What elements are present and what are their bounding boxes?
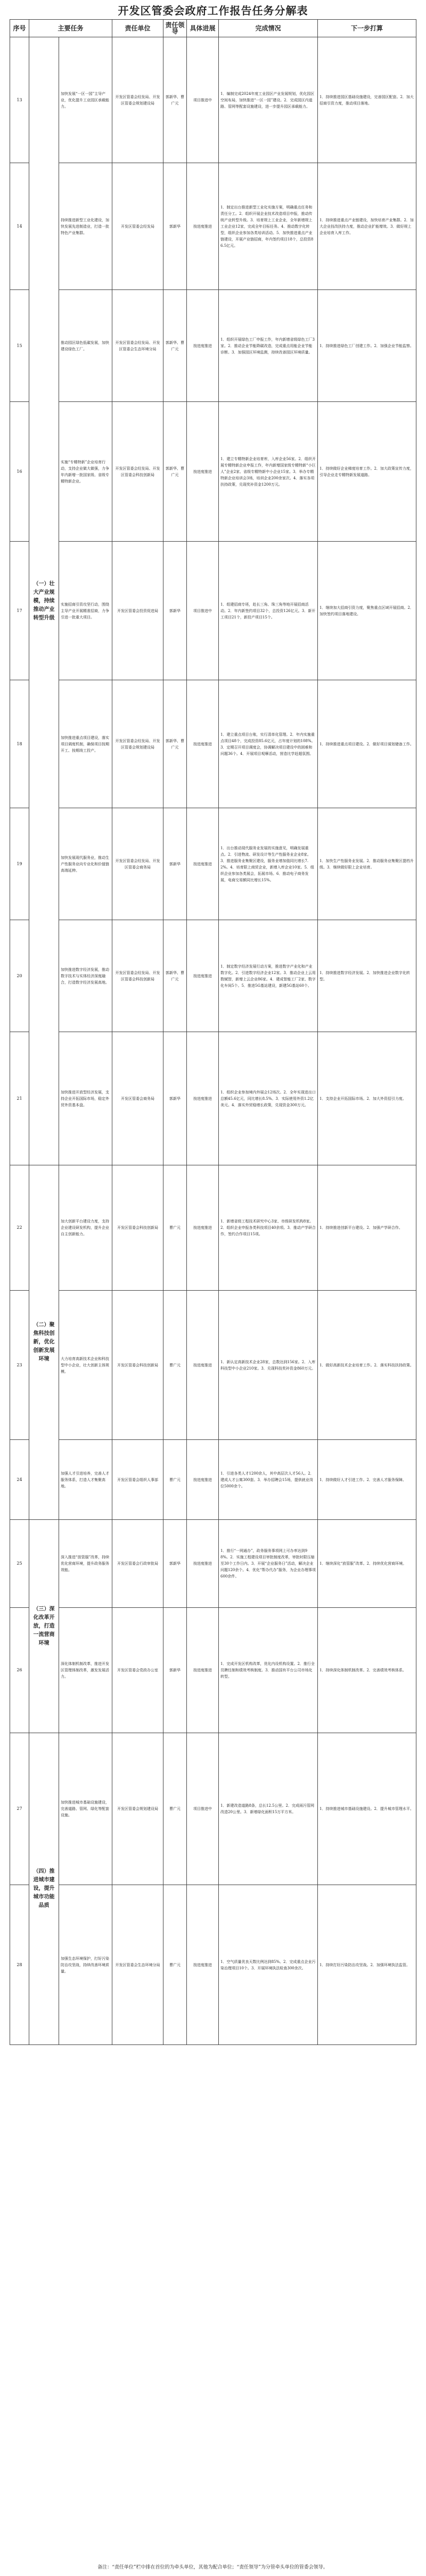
task-cell: 实施招商引资攻坚行动，围绕主导产业开展精准招商，力争引进一批重大项目。 [59,542,112,680]
status-cell: 按进度推进 [187,1440,219,1520]
table-row [10,680,416,808]
next-cell: 1．持续推进重点产业链建设，加快培育产业集群。2．加大企业技改扶持力度，推动企业扩能增效。3．做好规上企业培育入库工作。 [318,163,416,290]
leader-cell: 郭新华、曹广元 [163,920,187,1032]
unit-cell: 开发区管委会科技创新局 [112,1165,163,1291]
header-leader: 责任领导 [163,20,187,37]
footer-note: 备注：“责任单位”栏中排在首位的为牵头单位，其他为配合单位；“责任领导”为分管牵头单位的管委会领导。 [97,2565,328,2570]
category-label: （一）壮大产业规模，持续推动产业转型升级 [29,37,59,1165]
header-task: 主要任务 [29,20,112,37]
header-unit: 责任单位 [112,20,163,37]
next-cell: 1．持续推进绿色工厂创建工作。2．加强企业节能监察。 [318,290,416,402]
next-cell: 1．持续推进数字经济发展。2．加快推进企业数字化转型。 [318,920,416,1032]
next-cell: 1．继续加大招商引资力度，聚焦重点区域开展招商。2．加快签约项目落地建设。 [318,542,416,680]
task-cell: 加快推进重点项目建设，落实项目调度机制，确保项目按期开工、按期竣工投产。 [59,680,112,808]
task-cell: 加强人才引进培养，完善人才服务体系，打造人才集聚高地。 [59,1440,112,1520]
category-label: （三）深化改革开放，打造一流营商环境 [29,1520,59,1733]
next-cell: 1．继续深化“放管服”改革。2．持续优化营商环境。 [318,1520,416,1608]
leader-cell: 郭新华 [163,1608,187,1733]
status-cell: 项目推进中 [187,542,219,680]
table-row [10,402,416,542]
task-cell: 实施“专精特新”企业培育行动，支持企业做大做强，力争年内新增一批国家级、省级专精特新企业。 [59,402,112,542]
leader-cell: 曹广元 [163,1885,187,2045]
leader-cell: 郭新华 [163,808,187,920]
leader-cell: 郭新华、曹广元 [163,680,187,808]
table-row [10,1520,416,1608]
unit-cell: 开发区管委会商务局 [112,1032,163,1165]
unit-cell: 开发区管委会经发局 [112,163,163,290]
status-cell: 按进度推进 [187,1291,219,1440]
header-status: 具体进展 [187,20,219,37]
task-cell: 加强生态环境保护，打好污染防治攻坚战，持续改善环境质量。 [59,1885,112,2045]
table-row [10,808,416,920]
row-number: 25 [10,1520,29,1608]
row-number: 18 [10,680,29,808]
task-cell: 深入推进“放管服”改革，持续优化营商环境，提升政务服务效能。 [59,1520,112,1608]
progress-cell: 1．组建招商专班，赴长三角、珠三角等地开展招商活动。2．年内新签约项目32个，总投资126亿元。3．新开工项目21个，新投产项目15个。 [219,542,318,680]
task-table [10,19,416,2045]
unit-cell: 开发区管委会经发局、开发区管委会规划建设局 [112,37,163,163]
unit-cell: 开发区管委会经发局、开发区管委会科技创新局 [112,920,163,1032]
row-number: 22 [10,1165,29,1291]
next-cell: 1．持续推进城市基础设施建设。2．提升城市管理水平。 [318,1733,416,1885]
unit-cell: 开发区管委会组织人事部 [112,1440,163,1520]
unit-cell: 开发区管委会经发局、开发区管委会生态环境分局 [112,290,163,402]
unit-cell: 开发区管委会经发局、开发区管委会规划建设局 [112,680,163,808]
leader-cell: 曹广元 [163,1165,187,1291]
row-number: 19 [10,808,29,920]
category-label: （四）推进城市建设，提升城市功能品质 [29,1733,59,2045]
task-cell: 加快推进城市基础设施建设，完善道路、管网、绿化等配套设施。 [59,1733,112,1885]
row-number: 21 [10,1032,29,1165]
unit-cell: 开发区管委会规划建设局 [112,1733,163,1885]
progress-cell: 1．制定出台推进新型工业化实施方案，明确重点任务和责任分工。2．组织开展企业技术改造项目申报，推动传统产业转型升级。3．培育规上工业企业，全年新增规上工业企业12家，完成全年目标任务。4．推动数字化转型，组织企业参加各类培训活动。5．加快推进重点产业链建设，开展产业链招商，年内签约项目18个，总投资86.5亿元。 [219,163,318,290]
table-row [10,1032,416,1165]
unit-cell: 开发区管委会行政审批局 [112,1520,163,1608]
table-row [10,1165,416,1291]
row-number: 13 [10,37,29,163]
task-cell: 持续推进新型工业化建设，加快发展先进制造业，打造一批特色产业集群。 [59,163,112,290]
status-cell: 按进度推进 [187,402,219,542]
progress-cell: 1．新建改造道路8条，总长12.5公里。2．完成雨污管网改造20公里。3．新增绿化面积15万平方米。 [219,1733,318,1885]
next-cell: 1．持续打好污染防治攻坚战。2．加强环境执法监管。 [318,1885,416,2045]
header-row [10,20,416,37]
leader-cell: 郭新华、曹广元 [163,402,187,542]
page-title: 开发区管委会政府工作报告任务分解表 [118,4,308,17]
table-row [10,920,416,1032]
row-number: 26 [10,1608,29,1733]
progress-cell: 1．建立重点项目台账，实行清单化管理。2．年内实施重点项目48个，完成投资85.6亿元，占年度计划的108%。3．定期召开项目调度会，协调解决项目建设中的困难和问题36个。4．开展项目观摩活动，营造比学赶超氛围。 [219,680,318,808]
progress-cell: 1．制定数字经济发展行动方案，推进数字产业化和产业数字化。2．引进数字经济企业12家。3．推动企业上云用数赋智，新增上云企业86家。4．建成智能工厂2家、数字化车间5个。5．推进5G基站建设，新建5G基站60个。 [219,920,318,1032]
table-row [10,1608,416,1733]
leader-cell: 郭新华、曹广元 [163,37,187,163]
row-number: 14 [10,163,29,290]
header-progress: 完成情况 [219,20,318,37]
row-number: 24 [10,1440,29,1520]
status-cell: 按进度推进 [187,920,219,1032]
next-cell: 1．持续推进创新平台建设。2．加强产学研合作。 [318,1165,416,1291]
progress-cell: 1．新认定高新技术企业28家，总数达到156家。2．入库科技型中小企业210家。3．兑现科技奖补资金860万元。 [219,1291,318,1440]
next-cell: 1．做好高新技术企业培育工作。2．落实科技扶持政策。 [318,1291,416,1440]
row-number: 20 [10,920,29,1032]
progress-cell: 1．推行“一网通办”，政务服务事项网上可办率达到98%。2．实施工程建设项目审批制度改革，审批时限压缩至30个工作日内。3．开展“企业服务日”活动，解决企业问题120余个。4．优化“帮办代办”服务，为企业办理事项600余件。 [219,1520,318,1608]
header-no: 序号 [10,20,29,37]
status-cell: 按进度推进 [187,1885,219,2045]
task-cell: 大力培育高新技术企业和科技型中小企业，壮大创新主体规模。 [59,1291,112,1440]
row-number: 15 [10,290,29,402]
task-cell: 加快发展现代服务业，推动生产性服务业向专业化和价值链高端延伸。 [59,808,112,920]
leader-cell: 郭新华 [163,1032,187,1165]
unit-cell: 开发区管委会科技创新局 [112,1291,163,1440]
status-cell: 按进度推进 [187,808,219,920]
next-cell: 1．支持企业开拓国际市场。2．加大外资招引力度。 [318,1032,416,1165]
leader-cell: 郭新华 [163,542,187,680]
progress-cell: 1．编制完成2024年度工业园区产业发展规划，优化园区空间布局，加快推进“一区一园”建设。2．完成园区内道路、管网等配套设施建设，进一步提升园区承载能力。 [219,37,318,163]
status-cell: 项目推进中 [187,37,219,163]
progress-cell: 1．引进各类人才1200余人，其中高层次人才56人。2．建成人才公寓300套。3．举办招聘会15场，提供就业岗位5000余个。 [219,1440,318,1520]
table-row [10,1733,416,1885]
task-cell: 加快推进开放型经济发展，支持企业开拓国际市场，稳定外贸外资基本盘。 [59,1032,112,1165]
table-row [10,542,416,680]
next-cell: 1．持续深化体制机制改革。2．完善绩效考核体系。 [318,1608,416,1733]
task-cell: 加快推进数字经济发展，推动数字技术与实体经济深度融合，打造数字经济发展高地。 [59,920,112,1032]
row-number: 28 [10,1885,29,2045]
row-number: 27 [10,1733,29,1885]
next-cell: 1．持续做好人才引进工作。2．完善人才服务保障。 [318,1440,416,1520]
status-cell: 按进度推进 [187,680,219,808]
progress-cell: 1．完成开发区机构改革，优化内设机构设置。2．推行全员聘任制和绩效考核制度。3．推动国有平台公司市场化转型。 [219,1608,318,1733]
unit-cell: 开发区管委会生态环境分局 [112,1885,163,2045]
task-cell: 深化体制机制改革，推进开发区管理体制改革，激发发展活力。 [59,1608,112,1733]
task-cell: 推动园区绿色低碳发展，加快建设绿色工厂。 [59,290,112,402]
task-cell: 加快发展“一区一园”主导产业，优化提升工业园区承载能力。 [59,37,112,163]
unit-cell: 开发区管委会经发局、开发区管委会商务局 [112,808,163,920]
row-number: 23 [10,1291,29,1440]
unit-cell: 开发区管委会经发局、开发区管委会科技创新局 [112,402,163,542]
table-row [10,1885,416,2045]
category-label: （二）聚焦科技创新，优化创新发展环境 [29,1165,59,1520]
leader-cell: 曹广元 [163,1440,187,1520]
leader-cell: 郭新华 [163,1520,187,1608]
status-cell: 项目推进中 [187,1733,219,1885]
leader-cell: 郭新华 [163,163,187,290]
table-row [10,37,416,163]
status-cell: 按进度推进 [187,1165,219,1291]
leader-cell: 郭新华、曹广元 [163,290,187,402]
next-cell: 1．加快生产性服务业发展。2．推动服务业集聚区提档升级。3．继续做好限上企业培育。 [318,808,416,920]
status-cell: 按进度推进 [187,163,219,290]
leader-cell: 曹广元 [163,1291,187,1440]
next-cell: 1．持续推进园区基础设施建设，完善园区配套。2．加大招商引资力度，推动项目落地。 [318,37,416,163]
next-cell: 1．持续推进重点项目建设。2．做好项目谋划储备工作。 [318,680,416,808]
progress-cell: 1．组织企业参加境内外展会12场次。2．全年实现进出口总额45.6亿元，同比增长8.5%。3．实际使用外资1.2亿美元。4．落实外贸稳增长政策，兑现资金300万元。 [219,1032,318,1165]
table-row [10,1440,416,1520]
header-next: 下一步打算 [318,20,416,37]
row-number: 16 [10,402,29,542]
unit-cell: 开发区管委会党政办公室 [112,1608,163,1733]
row-number: 17 [10,542,29,680]
unit-cell: 开发区管委会投资促进局 [112,542,163,680]
next-cell: 1．持续做好企业梯度培育工作。2．加大政策宣传力度，引导企业走专精特新发展道路。 [318,402,416,542]
progress-cell: 1．空气质量优良天数比例达到85%。2．完成重点企业污染治理项目10个。3．开展环境执法检查300余次。 [219,1885,318,2045]
status-cell: 按进度推进 [187,1608,219,1733]
progress-cell: 1．新增省级工程技术研究中心3家、市级研发机构8家。2．组织企业申报各类科技项目40余项。3．推动产学研合作，签约合作项目15项。 [219,1165,318,1291]
table-row [10,163,416,290]
progress-cell: 1．建立专精特新企业培育库，入库企业56家。2．组织开展专精特新企业申报工作，年内新增国家级专精特新“小巨人”企业2家、省级专精特新中小企业15家。3．举办专精特新企业培训会3场，培训企业200余家次。4．落实各项扶持政策，兑现奖补资金1200万元。 [219,402,318,542]
status-cell: 按进度推进 [187,1032,219,1165]
table-row [10,1291,416,1440]
progress-cell: 1．出台推动现代服务业发展的实施意见，明确发展重点。2．引进物流、研发设计等生产性服务业企业8家。3．推进服务业集聚区建设，服务业增加值同比增长7.2%。4．培育限上商贸企业，新增入库企业10家。5．组织企业参加各类展会，拓展市场。6．推动电子商务发展，电商交易额同比增长15%。 [219,808,318,920]
status-cell: 按进度推进 [187,1520,219,1608]
status-cell: 按进度推进 [187,290,219,402]
progress-cell: 1．组织开展绿色工厂申报工作，年内新增省级绿色工厂3家。2．推动企业节能降碳改造，完成重点用能企业节能诊断。3．加强园区环境监测，持续改善园区环境质量。 [219,290,318,402]
task-cell: 加大创新平台建设力度，支持企业建设研发机构，提升企业自主创新能力。 [59,1165,112,1291]
leader-cell: 曹广元 [163,1733,187,1885]
table-row [10,290,416,402]
